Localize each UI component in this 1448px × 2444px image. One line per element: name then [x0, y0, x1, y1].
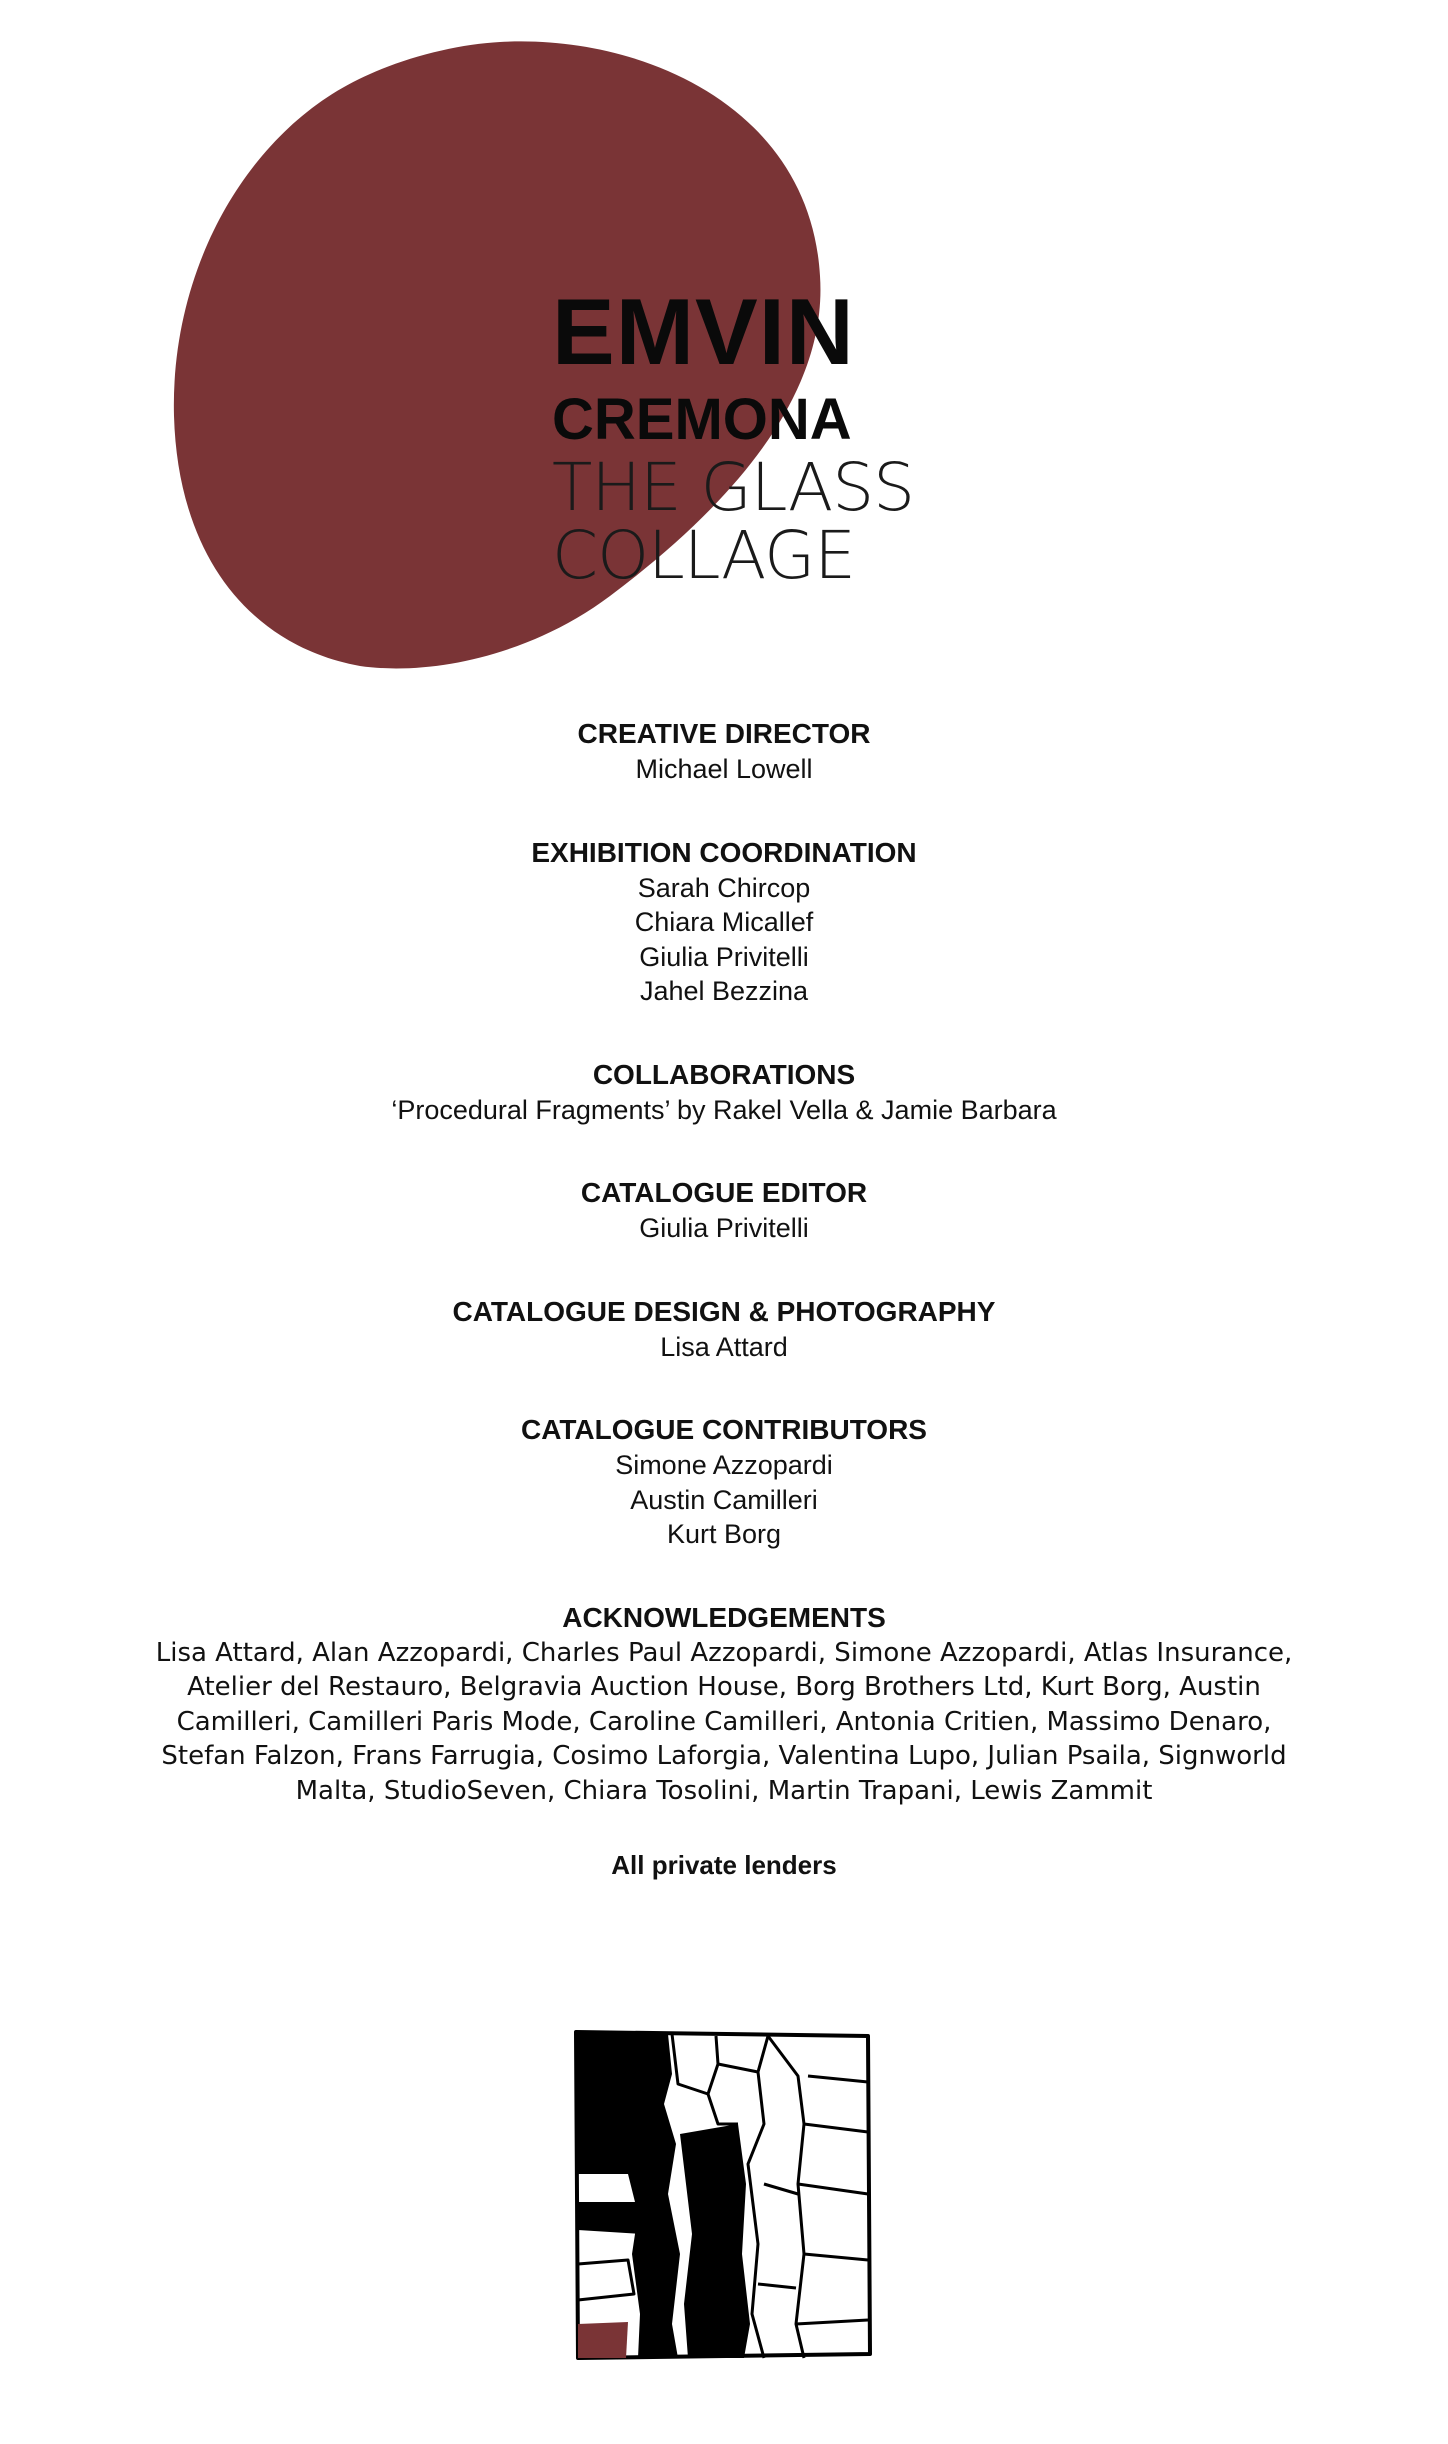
credit-heading: CATALOGUE DESIGN & PHOTOGRAPHY [452, 1295, 996, 1327]
acknowledgements-section [0, 1600, 1448, 1809]
title-emvin: EMVIN [552, 279, 855, 384]
credit-heading: EXHIBITION COORDINATION [531, 836, 917, 868]
credits-list [0, 716, 1448, 1882]
credit-name: Kurt Borg [666, 1519, 782, 1549]
credit-name: ‘Procedural Fragments’ by Rakel Vella & Jamie Barbara [391, 1094, 1057, 1125]
credit-catalogue-editor [0, 1175, 1448, 1246]
title-the-glass: THE GLASS [552, 449, 914, 526]
credit-exhibition-coordination [0, 835, 1448, 1009]
private-lenders-note: All private lenders [611, 1850, 837, 1880]
credit-name: Chiara Micallef [634, 907, 814, 937]
dark-glass-region [578, 2202, 642, 2234]
credit-collaborations [0, 1057, 1448, 1128]
title-collage: COLLAGE [552, 517, 855, 594]
credit-name: Giulia Privitelli [639, 941, 809, 972]
credit-name: Michael Lowell [635, 754, 813, 784]
credit-name: Austin Camilleri [630, 1484, 818, 1515]
credit-heading: CATALOGUE EDITOR [580, 1177, 868, 1208]
credit-catalogue-design [0, 1294, 1448, 1365]
credit-name: Simone Azzopardi [615, 1450, 833, 1480]
glass-collage-artwork [568, 2024, 878, 2364]
exhibition-title [552, 279, 952, 594]
acknowledgements-text: Lisa Attard, Alan Azzopardi, Charles Paul Azzopardi, Simone Azzopardi, Atlas Insurance, Atelier del Restauro, Belgravia Auction House, Borg Brothers Ltd, Kurt Borg, Austin Camilleri, Camilleri Paris Mode, Caroline Camilleri, Antonia Critien, Massimo Denaro, Stefan Falzon, Frans Farrugia, Cosimo Laforgia, Valentina Lupo, Julian Psaila, Signworld Malta, StudioSeven, Chiara Tosolini, Martin Trapani, Lewis Zammit [155, 1637, 1293, 1806]
maroon-glass-piece [578, 2322, 628, 2358]
credit-creative-director [0, 716, 1448, 787]
credit-heading: CATALOGUE CONTRIBUTORS [521, 1414, 927, 1445]
title-cremona: CREMONA [552, 387, 852, 452]
acknowledgements-heading: ACKNOWLEDGEMENTS [562, 1601, 886, 1633]
credit-name: Jahel Bezzina [639, 976, 809, 1006]
credit-catalogue-contributors [0, 1412, 1448, 1552]
credit-name: Sarah Chircop [637, 872, 811, 903]
credit-name: Giulia Privitelli [639, 1213, 809, 1243]
credit-heading: CREATIVE DIRECTOR [577, 718, 871, 749]
credit-heading: COLLABORATIONS [592, 1058, 856, 1090]
credit-name: Lisa Attard [660, 1331, 788, 1362]
